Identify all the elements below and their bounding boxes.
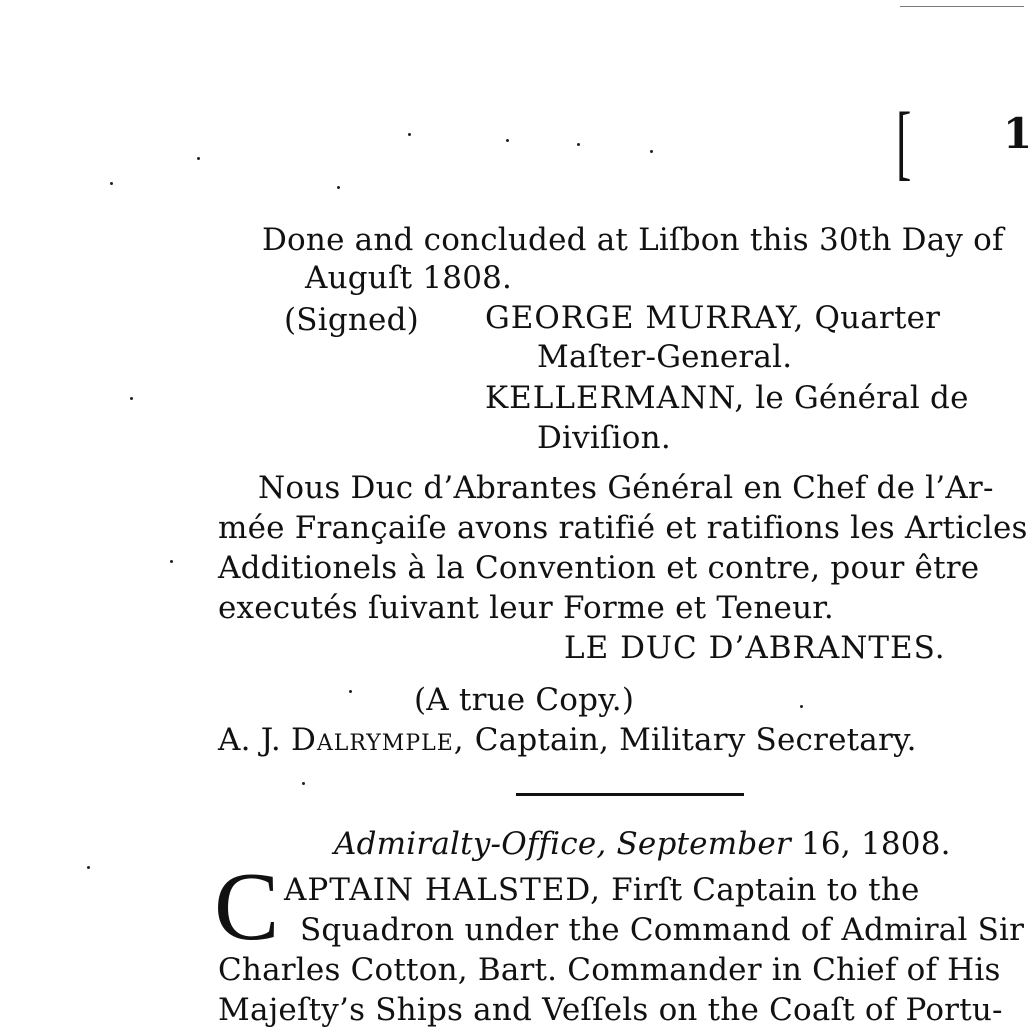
treaty-line-1: Done and concluded at Liſbon this 30th Day of bbox=[262, 222, 1004, 258]
signatory-murray-title-b: Maſter-General. bbox=[537, 339, 793, 375]
scan-speck bbox=[197, 157, 200, 160]
scan-speck bbox=[110, 182, 113, 185]
drop-cap: C bbox=[214, 853, 280, 961]
attestation-role: Captain, Military Secretary. bbox=[474, 722, 917, 758]
attestation-initials: A. J. bbox=[218, 722, 281, 758]
signatory-kellermann-title-a: le Général de bbox=[755, 380, 969, 416]
ratification-line-3-text: Additionels à la Convention et contre, pour être bbox=[218, 550, 980, 586]
ratification-signature: LE DUC D’ABRANTES. bbox=[564, 630, 946, 666]
admiralty-dateline-place: Admiralty-Office, September bbox=[334, 826, 791, 862]
scan-speck bbox=[577, 143, 580, 146]
scan-speck bbox=[337, 186, 340, 189]
section-divider bbox=[516, 793, 744, 796]
ratification-line-1: Nous Duc d’Abrantes Général en Chef de l’Ar- bbox=[258, 470, 994, 506]
scan-speck bbox=[506, 139, 509, 142]
ratification-line-4: executés ſuivant leur Forme et Teneur. bbox=[218, 590, 834, 626]
true-copy-note: (A true Copy.) bbox=[414, 682, 635, 718]
signed-label: (Signed) bbox=[284, 302, 419, 338]
ratification-line-3 bbox=[218, 550, 979, 586]
attestation-surname: Dalrymple, bbox=[291, 722, 465, 758]
admiralty-line-3: Charles Cotton, Bart. Commander in Chief of His bbox=[218, 952, 1001, 988]
ratification-line-2: mée Françaiſe avons ratifié et ratifions les Articles bbox=[218, 510, 1028, 546]
signatory-murray bbox=[485, 300, 940, 336]
page-header-bracket: [ bbox=[896, 96, 912, 189]
attestation-signature bbox=[218, 722, 917, 758]
scan-speck bbox=[650, 150, 653, 153]
scan-speck bbox=[408, 133, 411, 136]
page-number: 1 bbox=[1003, 109, 1032, 158]
admiralty-dateline-date: 16, 1808. bbox=[801, 826, 951, 862]
admiralty-line-1 bbox=[284, 872, 920, 908]
top-edge-rule bbox=[900, 6, 1024, 7]
signatory-kellermann-name: KELLERMANN, bbox=[485, 380, 746, 416]
scan-speck bbox=[302, 782, 305, 785]
treaty-line-2: Auguſt 1808. bbox=[305, 260, 513, 296]
signatory-kellermann-title-b: Diviſion. bbox=[537, 420, 671, 456]
admiralty-line-4: Majeſty’s Ships and Veſſels on the Coaſt of Portu- bbox=[218, 992, 1003, 1028]
admiralty-line-2: Squadron under the Command of Admiral Sir bbox=[300, 912, 1025, 948]
scan-speck bbox=[349, 690, 352, 693]
scan-speck bbox=[170, 560, 173, 563]
admiralty-captain-name: APTAIN HALSTED, bbox=[284, 872, 601, 908]
scan-speck bbox=[130, 397, 133, 400]
signatory-murray-title-a: Quarter bbox=[814, 300, 941, 336]
signatory-murray-name: GEORGE MURRAY, bbox=[485, 300, 805, 336]
signatory-kellermann bbox=[485, 380, 969, 416]
scan-speck bbox=[800, 705, 803, 708]
scan-speck bbox=[87, 866, 90, 869]
admiralty-line-1-rest: Firſt Captain to the bbox=[611, 872, 920, 908]
admiralty-dateline bbox=[334, 826, 951, 862]
